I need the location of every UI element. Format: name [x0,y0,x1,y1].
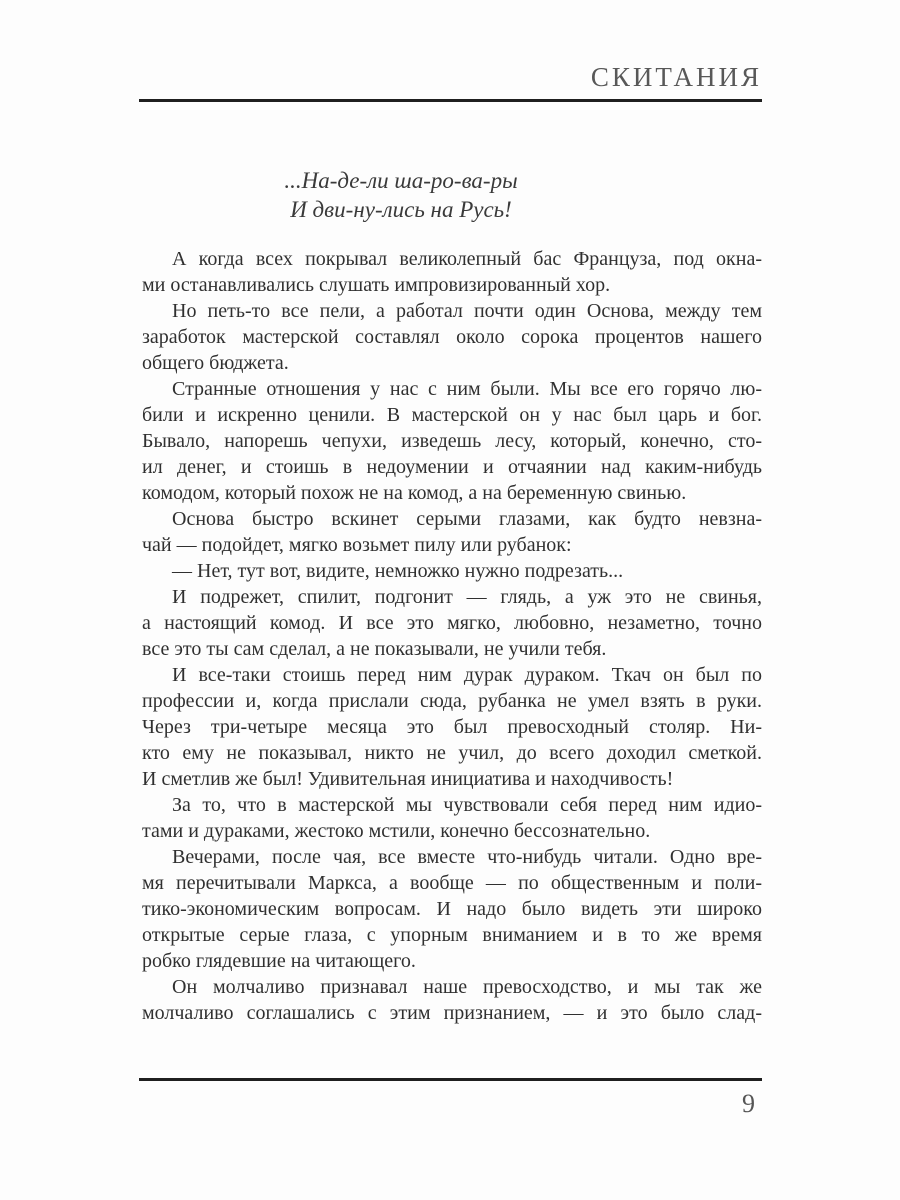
text-line: молчаливо соглашались с этим признанием, — и это было слад- [142,1002,762,1024]
text-line: Основа быстро вскинет серыми глазами, как будто невзна- [172,508,762,530]
paragraph [142,376,762,506]
text-line: ил денег, и стоишь в недоумении и отчаянии над каким-нибудь [142,456,762,478]
text-line: Странные отношения у нас с ним были. Мы все его горячо лю- [172,378,762,400]
header-rule [139,99,762,102]
body-text [142,246,762,1026]
text-line: И подрежет, спилит, подгонит — глядь, а уж это не свинья, [172,586,762,608]
text-line: А когда всех покрывал великолепный бас Француза, под окна- [172,248,762,270]
text-line: Вечерами, после чая, все вместе что-нибудь читали. Одно вре- [172,846,762,868]
paragraph [142,844,762,974]
text-line: мя перечитывали Маркса, а вообще — по общественным и поли- [142,872,762,894]
paragraph [142,246,762,298]
text-line: заработок мастерской составлял около сорока процентов нашего [142,326,762,348]
paragraph [142,506,762,558]
paragraph [142,584,762,662]
epigraph [140,166,662,224]
text-line: — Нет, тут вот, видите, немножко нужно подрезать... [172,560,624,582]
text-line: тами и дураками, жестоко мстили, конечно бессознательно. [142,820,651,842]
text-line: били и искренно ценили. В мастерской он у нас был царь и бог. [142,404,762,426]
text-line: И все-таки стоишь перед ним дурак дураком. Ткач он был по [172,664,762,686]
text-line: Бывало, напорешь чепухи, изведешь лесу, который, конечно, сто- [142,430,762,452]
page-number: 9 [742,1089,755,1118]
text-line: кто ему не показывал, никто не учил, до всего доходил сметкой. [142,742,762,764]
text-line: Но петь-то все пели, а работал почти один Основа, между тем [172,300,762,322]
epigraph-line: ...На-де-ли ша-ро-ва-ры [284,168,518,193]
text-line: открытые серые глаза, с упорным вниманием и в то же время [142,924,762,946]
text-line: Через три-четыре месяца это был превосходный столяр. Ни- [142,716,762,738]
text-line: все это ты сам сделал, а не показывали, не учили тебя. [142,638,607,660]
running-head: СКИТАНИЯ [590,62,762,92]
paragraph [142,974,762,1026]
text-line: Он молчаливо признавал наше превосходство, и мы так же [172,976,762,998]
epigraph-line: И дви-ну-лись на Русь! [290,197,512,222]
paragraph [142,662,762,792]
paragraph [142,298,762,376]
text-line: робко глядевшие на читающего. [142,950,416,972]
text-line: И сметлив же был! Удивительная инициатива и находчивость! [142,768,674,790]
text-line: тико-экономическим вопросам. И надо было видеть эти широко [142,898,762,920]
text-line: ми останавливались слушать импровизированный хор. [142,274,611,296]
text-line: За то, что в мастерской мы чувствовали себя перед ним идио- [172,794,762,816]
paragraph [142,792,762,844]
text-line: профессии и, когда прислали сюда, рубанка не умел взять в руки. [142,690,762,712]
text-line: чай — подойдет, мягко возьмет пилу или рубанок: [142,534,572,556]
footer-rule [139,1078,762,1081]
text-line: а настоящий комод. И все это мягко, любовно, незаметно, точно [142,612,762,634]
paragraph [142,558,762,584]
text-line: общего бюджета. [142,352,289,374]
text-line: комодом, который похож не на комод, а на беременную свинью. [142,482,687,504]
